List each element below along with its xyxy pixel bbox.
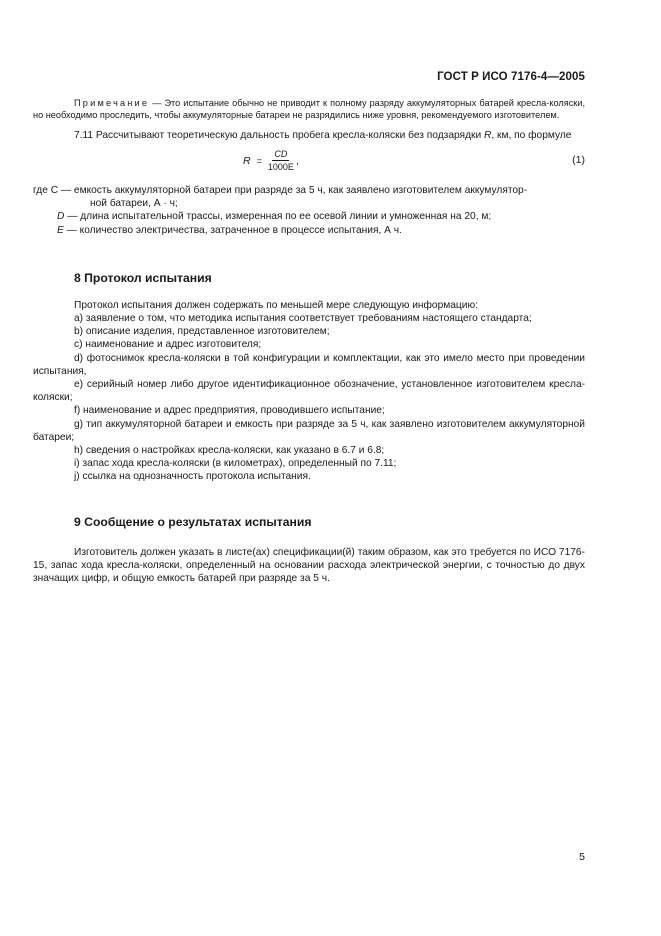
section-8-intro: Протокол испытания должен содержать по меньшей мере следующую информацию: [74,299,478,311]
definition-c-line2: ной батареи, А · ч; [90,198,178,210]
note-label: Примечание [74,98,150,108]
document-code: ГОСТ Р ИСО 7176-4—2005 [437,71,585,83]
formula-fraction [268,149,294,172]
section-9-heading: 9 Сообщение о результатах испытания [74,514,312,529]
note-text: — Это испытание обычно не приводит к полному разряду аккумуляторных батарей кресла-коляски, но необходимо проследить, чтобы аккумуляторные батареи не разрядились ниже уровня, рекомендуемого изготовителем. [33,98,585,121]
formula-number: (1) [572,154,585,167]
definition-e-text: — количество электричества, затраченное в процессе испытания, А ч. [63,224,402,236]
definition-d [33,210,585,223]
definition-c-line1: где C — емкость аккумуляторной батареи при разряде за 5 ч, как заявлено изготовителем аккумулятор- [33,185,528,197]
page-number: 5 [579,851,585,863]
section-7-11-var: R [484,129,492,141]
list-item: i) запас хода кресла-коляски (в километрах), определенный по 7.11; [74,458,397,470]
list-item: d) фотоснимок кресла-коляски в той конфигурации и комплектации, как это имело место при проведении испытания, [33,352,585,377]
section-9-paragraph: Изготовитель должен указать в листе(ах) спецификации(й) таким образом, как это требуется по ИСО 7176-15, запас хода кресла-коляски, определенный на основании расхода электрической энергии, с точностью до двух значащих цифр, и общую емкость батарей при разряде за 5 ч. [33,546,585,585]
definition-e [33,224,585,237]
formula-row [33,148,585,178]
definition-d-text: — длина испытательной трассы, измеренная по ее осевой линии и умноженная на 20, м; [64,211,492,223]
list-item: a) заявление о том, что методика испытания соответствует требованиям настоящего стандарта; [74,313,532,325]
definition-e-var: E [57,224,64,236]
list-item: h) сведения о настройках кресла-коляски, как указано в 6.7 и 6.8; [74,445,385,457]
section-7-11-text: 7.11 Рассчитывают теоретическую дальность пробега кресла-коляски без подзарядки [74,129,484,141]
list-item: g) тип аккумуляторной батареи и емкость при разряде за 5 ч, как заявлено изготовителем аккумуляторной батареи; [33,418,585,443]
formula-comma: , [295,154,299,167]
list-item: b) описание изделия, представленное изготовителем; [74,326,330,338]
section-8-heading: 8 Протокол испытания [74,270,212,285]
section-8-list [33,299,585,484]
section-7-11-text-end: , км, по формуле [491,129,572,141]
formula-relation: = [256,155,262,166]
list-item: e) серийный номер либо другое идентификационное обозначение, установленное изготовителем кресла-коляски; [33,379,585,404]
formula [243,149,299,172]
list-item: j) ссылка на однозначность протокола испытания. [74,471,311,483]
formula-denominator: 1000E [267,162,294,173]
definitions [33,184,585,237]
formula-lhs: R [243,154,251,167]
definition-d-var: D [57,211,65,223]
list-item: f) наименование и адрес предприятия, проводившего испытание; [74,405,385,417]
page-content [33,97,585,585]
note-paragraph [33,97,585,122]
formula-numerator: CD [274,149,288,160]
section-7-11-paragraph [33,129,585,142]
list-item: c) наименование и адрес изготовителя; [74,339,262,351]
